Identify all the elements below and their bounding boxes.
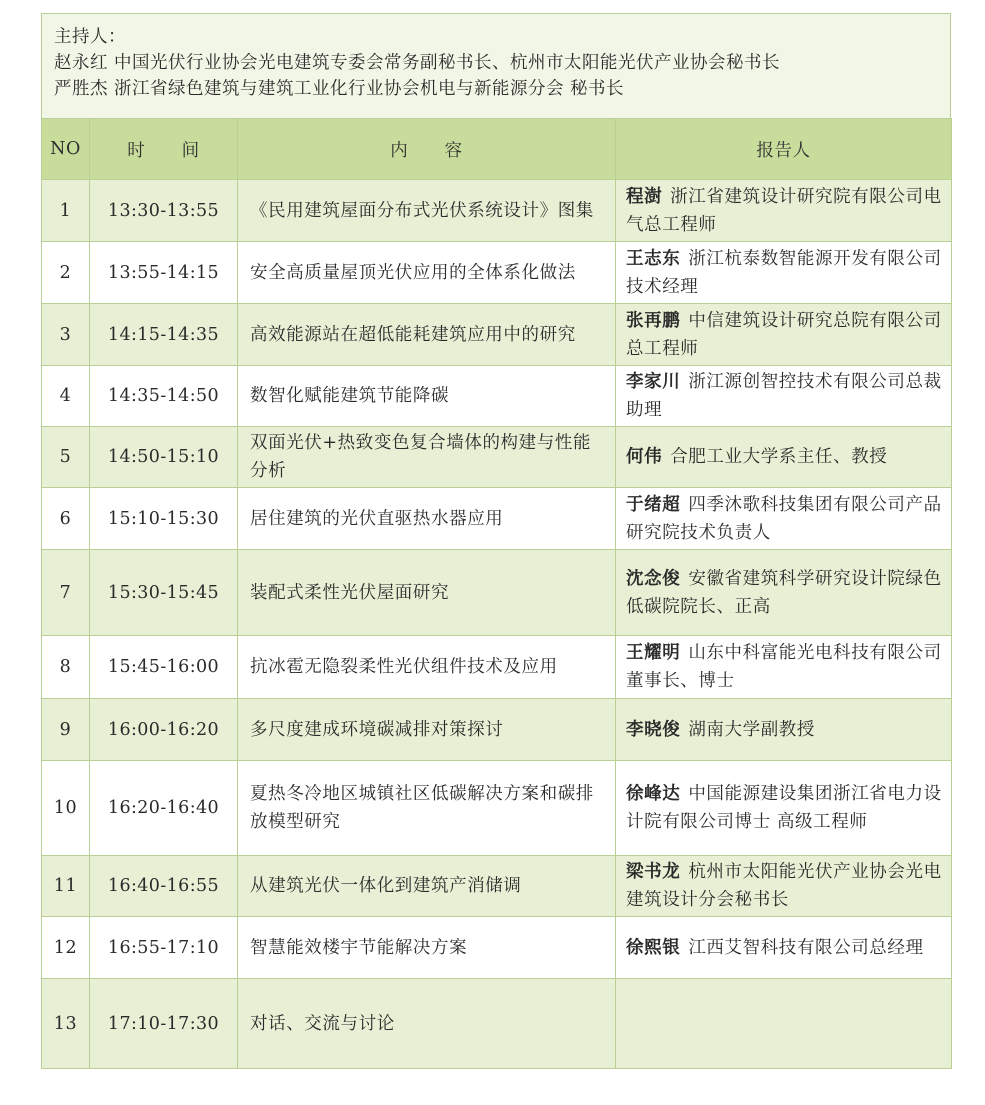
table-row <box>42 917 952 979</box>
table-row <box>42 761 952 856</box>
host-name: 严胜杰 <box>54 79 108 99</box>
hosts-label: 主持人： <box>54 27 126 47</box>
speaker-title: 江西艾智科技有限公司总经理 <box>688 937 924 958</box>
speaker-name: 李晓俊 <box>626 719 681 740</box>
table-header-row <box>42 119 952 180</box>
row-speaker <box>616 917 952 979</box>
row-number: 9 <box>42 699 90 761</box>
speaker-name: 于绪超 <box>626 494 681 515</box>
row-topic: 抗冰雹无隐裂柔性光伏组件技术及应用 <box>238 636 616 699</box>
table-row <box>42 427 952 488</box>
speaker-name: 徐峰达 <box>626 784 681 804</box>
row-topic: 对话、交流与讨论 <box>238 979 616 1069</box>
speaker-title: 山东中科富能光电科技有限公司董事长、博士 <box>626 643 942 691</box>
header-no: NO <box>42 119 90 180</box>
host-line <box>54 50 950 76</box>
table-row <box>42 242 952 304</box>
host-name: 赵永红 <box>54 53 108 73</box>
row-topic: 《民用建筑屋面分布式光伏系统设计》图集 <box>238 180 616 242</box>
header-speaker: 报告人 <box>616 119 952 180</box>
row-time: 13:30-13:55 <box>90 180 238 242</box>
agenda-document <box>41 13 951 1069</box>
row-topic: 智慧能效楼宇节能解决方案 <box>238 917 616 979</box>
speaker-name: 何伟 <box>626 447 663 467</box>
row-time: 16:00-16:20 <box>90 699 238 761</box>
row-time: 14:35-14:50 <box>90 366 238 427</box>
row-topic: 高效能源站在超低能耗建筑应用中的研究 <box>238 304 616 366</box>
speaker-title: 中信建筑设计研究总院有限公司总工程师 <box>626 310 942 359</box>
row-speaker <box>616 699 952 761</box>
row-time: 14:15-14:35 <box>90 304 238 366</box>
row-time: 15:30-15:45 <box>90 550 238 636</box>
table-row <box>42 550 952 636</box>
row-speaker <box>616 242 952 304</box>
speaker-name: 王耀明 <box>626 643 681 663</box>
row-number: 10 <box>42 761 90 856</box>
speaker-name: 张再鹏 <box>626 310 681 331</box>
row-time: 16:40-16:55 <box>90 856 238 917</box>
row-time: 13:55-14:15 <box>90 242 238 304</box>
speaker-title: 浙江省建筑设计研究院有限公司电气总工程师 <box>626 186 942 235</box>
row-time: 15:45-16:00 <box>90 636 238 699</box>
row-topic: 夏热冬冷地区城镇社区低碳解决方案和碳排放模型研究 <box>238 761 616 856</box>
hosts-panel <box>41 13 951 118</box>
row-speaker <box>616 304 952 366</box>
speaker-title: 湖南大学副教授 <box>688 719 816 740</box>
host-line <box>54 76 950 102</box>
row-speaker <box>616 856 952 917</box>
row-speaker <box>616 979 952 1069</box>
row-number: 12 <box>42 917 90 979</box>
row-speaker <box>616 636 952 699</box>
row-speaker <box>616 427 952 488</box>
row-topic: 居住建筑的光伏直驱热水器应用 <box>238 488 616 550</box>
table-row <box>42 636 952 699</box>
table-row <box>42 180 952 242</box>
speaker-title: 浙江杭泰数智能源开发有限公司技术经理 <box>626 248 942 297</box>
table-row <box>42 856 952 917</box>
row-number: 4 <box>42 366 90 427</box>
row-number: 8 <box>42 636 90 699</box>
speaker-title: 合肥工业大学系主任、教授 <box>670 447 888 467</box>
row-number: 3 <box>42 304 90 366</box>
speaker-title: 杭州市太阳能光伏产业协会光电建筑设计分会秘书长 <box>626 862 942 910</box>
row-number: 13 <box>42 979 90 1069</box>
speaker-name: 梁书龙 <box>626 862 681 882</box>
row-time: 16:55-17:10 <box>90 917 238 979</box>
speaker-name: 徐熙银 <box>626 937 681 958</box>
row-topic: 数智化赋能建筑节能降碳 <box>238 366 616 427</box>
row-time: 14:50-15:10 <box>90 427 238 488</box>
row-speaker <box>616 366 952 427</box>
agenda-table <box>41 118 952 1069</box>
row-speaker <box>616 550 952 636</box>
speaker-title: 中国能源建设集团浙江省电力设计院有限公司博士 高级工程师 <box>626 784 942 832</box>
row-number: 2 <box>42 242 90 304</box>
row-number: 7 <box>42 550 90 636</box>
row-speaker <box>616 180 952 242</box>
row-number: 5 <box>42 427 90 488</box>
row-topic: 双面光伏+热致变色复合墙体的构建与性能分析 <box>238 427 616 488</box>
table-row <box>42 699 952 761</box>
speaker-title: 安徽省建筑科学研究设计院绿色低碳院院长、正高 <box>626 568 942 617</box>
row-topic: 从建筑光伏一体化到建筑产消储调 <box>238 856 616 917</box>
row-speaker <box>616 761 952 856</box>
speaker-title: 浙江源创智控技术有限公司总裁助理 <box>626 372 942 420</box>
row-time: 16:20-16:40 <box>90 761 238 856</box>
speaker-name: 李家川 <box>626 372 681 392</box>
row-topic: 安全高质量屋顶光伏应用的全体系化做法 <box>238 242 616 304</box>
host-title: 中国光伏行业协会光电建筑专委会常务副秘书长、杭州市太阳能光伏产业协会秘书长 <box>114 53 780 73</box>
row-speaker <box>616 488 952 550</box>
speaker-title: 四季沐歌科技集团有限公司产品研究院技术负责人 <box>626 494 942 543</box>
header-content: 内 容 <box>238 119 616 180</box>
row-time: 15:10-15:30 <box>90 488 238 550</box>
table-row <box>42 366 952 427</box>
row-number: 6 <box>42 488 90 550</box>
row-topic: 多尺度建成环境碳减排对策探讨 <box>238 699 616 761</box>
speaker-name: 王志东 <box>626 248 681 269</box>
speaker-name: 程澍 <box>626 186 663 207</box>
header-time: 时 间 <box>90 119 238 180</box>
table-row <box>42 979 952 1069</box>
table-row <box>42 488 952 550</box>
agenda-table-body <box>42 180 952 1069</box>
row-number: 11 <box>42 856 90 917</box>
row-number: 1 <box>42 180 90 242</box>
row-time: 17:10-17:30 <box>90 979 238 1069</box>
table-row <box>42 304 952 366</box>
speaker-name: 沈念俊 <box>626 568 681 589</box>
row-topic: 装配式柔性光伏屋面研究 <box>238 550 616 636</box>
host-title: 浙江省绿色建筑与建筑工业化行业协会机电与新能源分会 秘书长 <box>114 79 625 99</box>
